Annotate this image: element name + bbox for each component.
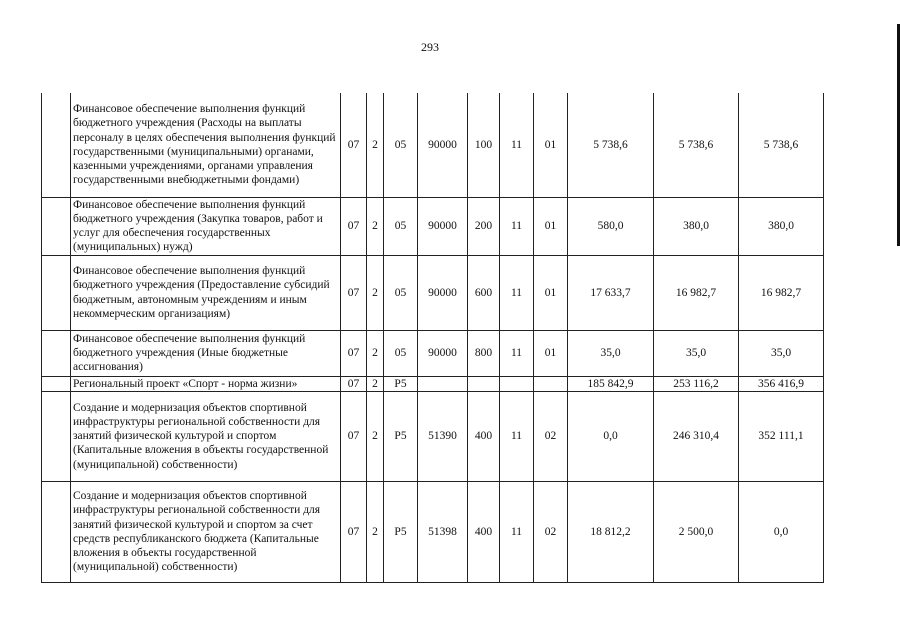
- code-cell: 11: [500, 391, 534, 481]
- code-cell: 07: [341, 330, 367, 376]
- row-description: Создание и модернизация объектов спортивной инфраструктуры региональной собственности для занятий физической культурой и спортом за счет средств республиканского бюджета (Капитальные вложения в объекты государственной (муниципальной) собственности): [71, 481, 341, 582]
- amount-cell: 35,0: [568, 330, 654, 376]
- amount-cell: 35,0: [739, 330, 824, 376]
- row-description: Финансовое обеспечение выполнения функций бюджетного учреждения (Иные бюджетные ассигнования): [71, 330, 341, 376]
- amount-cell: 352 111,1: [739, 391, 824, 481]
- amount-cell: 185 842,9: [568, 376, 654, 391]
- amount-cell: 380,0: [739, 197, 824, 255]
- blank-cell: [42, 391, 71, 481]
- amount-cell: 5 738,6: [654, 93, 739, 197]
- blank-cell: [42, 93, 71, 197]
- blank-cell: [42, 330, 71, 376]
- amount-cell: 2 500,0: [654, 481, 739, 582]
- table-row: [42, 330, 824, 376]
- code-cell: 90000: [418, 93, 468, 197]
- budget-table: [41, 93, 824, 583]
- code-cell: 2: [367, 391, 384, 481]
- row-description: Финансовое обеспечение выполнения функций бюджетного учреждения (Расходы на выплаты персоналу в целях обеспечения выполнения функций государственными (муниципальными) органами, казенными учреждениями, органами управления государственными внебюджетными фондами): [71, 93, 341, 197]
- row-description: Региональный проект «Спорт - норма жизни»: [71, 376, 341, 391]
- amount-cell: 0,0: [739, 481, 824, 582]
- blank-cell: [42, 197, 71, 255]
- code-cell: 01: [534, 330, 568, 376]
- table-row: [42, 376, 824, 391]
- amount-cell: 18 812,2: [568, 481, 654, 582]
- blank-cell: [42, 255, 71, 330]
- code-cell: 07: [341, 255, 367, 330]
- code-cell: 200: [468, 197, 500, 255]
- code-cell: 11: [500, 197, 534, 255]
- code-cell: P5: [384, 481, 418, 582]
- code-cell: 11: [500, 255, 534, 330]
- code-cell: 2: [367, 376, 384, 391]
- page-number: 293: [421, 40, 439, 54]
- code-cell: 90000: [418, 330, 468, 376]
- code-cell: 2: [367, 255, 384, 330]
- amount-cell: 253 116,2: [654, 376, 739, 391]
- code-cell: 11: [500, 330, 534, 376]
- code-cell: 2: [367, 93, 384, 197]
- code-cell: 2: [367, 197, 384, 255]
- code-cell: 01: [534, 255, 568, 330]
- code-cell: 800: [468, 330, 500, 376]
- code-cell: [468, 376, 500, 391]
- code-cell: 90000: [418, 197, 468, 255]
- code-cell: 07: [341, 391, 367, 481]
- code-cell: 2: [367, 330, 384, 376]
- amount-cell: 0,0: [568, 391, 654, 481]
- amount-cell: 380,0: [654, 197, 739, 255]
- row-description: Финансовое обеспечение выполнения функций бюджетного учреждения (Предоставление субсидий бюджетным, автономным учреждениям и иным некоммерческим организациям): [71, 255, 341, 330]
- code-cell: 05: [384, 330, 418, 376]
- amount-cell: 5 738,6: [739, 93, 824, 197]
- amount-cell: 580,0: [568, 197, 654, 255]
- amount-cell: 16 982,7: [654, 255, 739, 330]
- blank-cell: [42, 481, 71, 582]
- code-cell: 05: [384, 93, 418, 197]
- amount-cell: 5 738,6: [568, 93, 654, 197]
- code-cell: 01: [534, 93, 568, 197]
- row-description: Финансовое обеспечение выполнения функций бюджетного учреждения (Закупка товаров, работ и услуг для обеспечения государственных (муниципальных) нужд): [71, 197, 341, 255]
- code-cell: 400: [468, 391, 500, 481]
- row-description: Создание и модернизация объектов спортивной инфраструктуры региональной собственности для занятий физической культурой и спортом (Капитальные вложения в объекты государственной (муниципальной) собственности): [71, 391, 341, 481]
- code-cell: 07: [341, 376, 367, 391]
- code-cell: [500, 376, 534, 391]
- code-cell: 600: [468, 255, 500, 330]
- table-row: [42, 391, 824, 481]
- code-cell: P5: [384, 391, 418, 481]
- code-cell: 11: [500, 93, 534, 197]
- amount-cell: 16 982,7: [739, 255, 824, 330]
- code-cell: 07: [341, 481, 367, 582]
- table-row: [42, 255, 824, 330]
- code-cell: 90000: [418, 255, 468, 330]
- amount-cell: 246 310,4: [654, 391, 739, 481]
- code-cell: 11: [500, 481, 534, 582]
- code-cell: 100: [468, 93, 500, 197]
- amount-cell: 356 416,9: [739, 376, 824, 391]
- code-cell: 01: [534, 197, 568, 255]
- code-cell: 05: [384, 255, 418, 330]
- code-cell: [418, 376, 468, 391]
- code-cell: 05: [384, 197, 418, 255]
- code-cell: 51390: [418, 391, 468, 481]
- code-cell: 07: [341, 197, 367, 255]
- amount-cell: 17 633,7: [568, 255, 654, 330]
- code-cell: 2: [367, 481, 384, 582]
- table-row: [42, 93, 824, 197]
- amount-cell: 35,0: [654, 330, 739, 376]
- table-row: [42, 481, 824, 582]
- code-cell: P5: [384, 376, 418, 391]
- blank-cell: [42, 376, 71, 391]
- table-row: [42, 197, 824, 255]
- code-cell: 400: [468, 481, 500, 582]
- code-cell: 51398: [418, 481, 468, 582]
- code-cell: 02: [534, 481, 568, 582]
- code-cell: 07: [341, 93, 367, 197]
- code-cell: 02: [534, 391, 568, 481]
- code-cell: [534, 376, 568, 391]
